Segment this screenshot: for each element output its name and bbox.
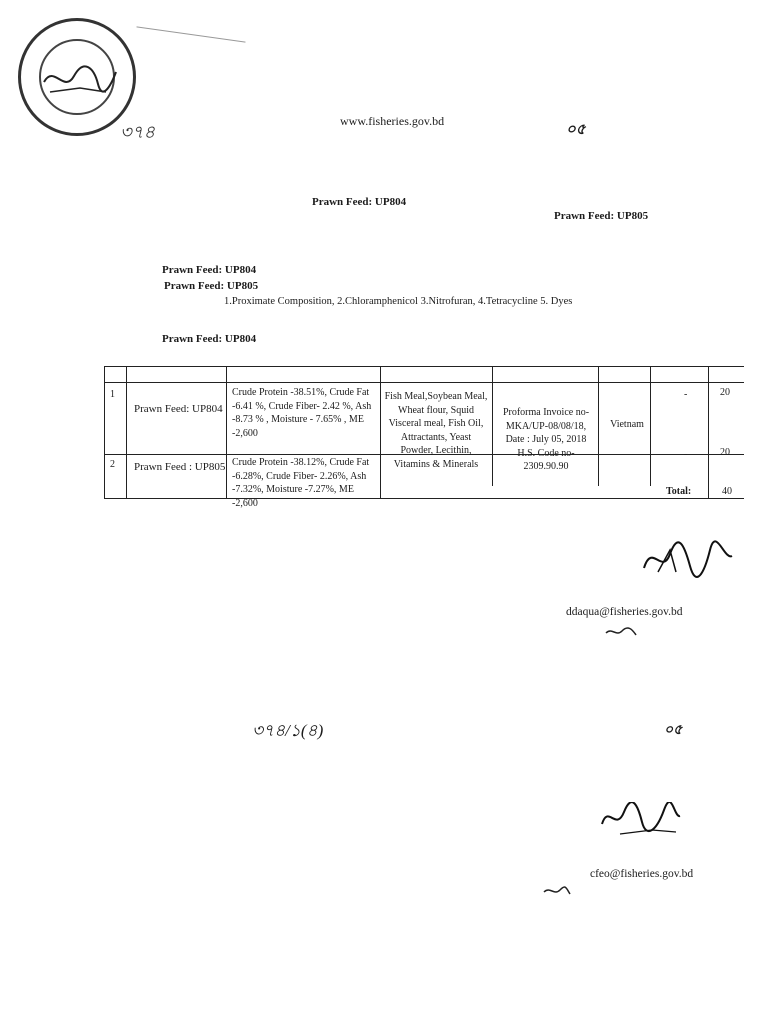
signatory-1-signature	[640, 538, 736, 580]
row-2-dash: -	[684, 449, 688, 460]
memo-number	[120, 118, 155, 149]
condition-4-product: Prawn Feed: UP804	[162, 333, 257, 345]
body-product-1: Prawn Feed: UP804	[312, 196, 407, 208]
row-1-sl: 1	[110, 389, 115, 400]
total-qty: 40	[722, 486, 732, 497]
import-items-table	[104, 366, 744, 516]
total-label: Total:	[666, 486, 692, 497]
row-2-sl: 2	[110, 459, 115, 470]
copy-date-handwritten: ০৫	[664, 723, 683, 738]
signatory-2-signature	[598, 802, 682, 838]
initial-mark-1	[604, 625, 638, 639]
raw-materials-cell: Fish Meal,Soybean Meal, Wheat flour, Squid Visceral meal, Fish Oil, Attractants, Yeast Powder, Lecithin, Vitamins & Minerals	[384, 391, 488, 470]
copy-memo-handwritten: ৩৭৪/১(৪)	[252, 721, 324, 740]
invoice-cell: Proforma Invoice no- MKA/UP-08/08/18, Date : July 05, 2018 H.S. Code no- 2309.90.90	[502, 407, 590, 472]
signatory-1-email: ddaqua@fisheries.gov.bd	[566, 606, 683, 618]
body-product-2: Prawn Feed: UP805	[554, 210, 649, 222]
signatory-2-email: cfeo@fisheries.gov.bd	[590, 868, 694, 880]
seal-stroke	[136, 26, 245, 42]
row-1-name: Prawn Feed: UP804	[134, 403, 223, 415]
row-2-qty: 20	[720, 447, 730, 458]
row-1-qty: 20	[720, 387, 730, 398]
memo-number-handwritten: ৩৭৪	[120, 122, 156, 142]
condition-3-product: Prawn Feed: UP805	[164, 280, 259, 292]
origin-cell: Vietnam	[610, 419, 644, 430]
condition-2-product: Prawn Feed: UP804	[162, 264, 257, 276]
seal-signature	[40, 58, 120, 98]
letter-date-handwritten: ০৫	[566, 122, 586, 138]
row-2-ingredients: Crude Protein -38.12%, Crude Fat -6.28%, Crude Fiber- 2.26%, Ash -7.32%, Moisture -7.27%, ME -2,600	[232, 457, 370, 509]
condition-3-tests: 1.Proximate Composition, 2.Chloramphenicol 3.Nitrofuran, 4.Tetracycline 5. Dyes	[224, 296, 573, 307]
row-1-dash: -	[684, 389, 688, 400]
row-1-ingredients: Crude Protein -38.51%, Crude Fat -6.41 %, Crude Fiber- 2.42 %, Ash -8.73 % , Moisture - 7.65% , ME -2,600	[232, 387, 372, 439]
initial-mark-2	[542, 884, 572, 898]
row-2-name: Prawn Feed : UP805	[134, 461, 226, 473]
ministry-website: www.fisheries.gov.bd	[340, 114, 445, 128]
